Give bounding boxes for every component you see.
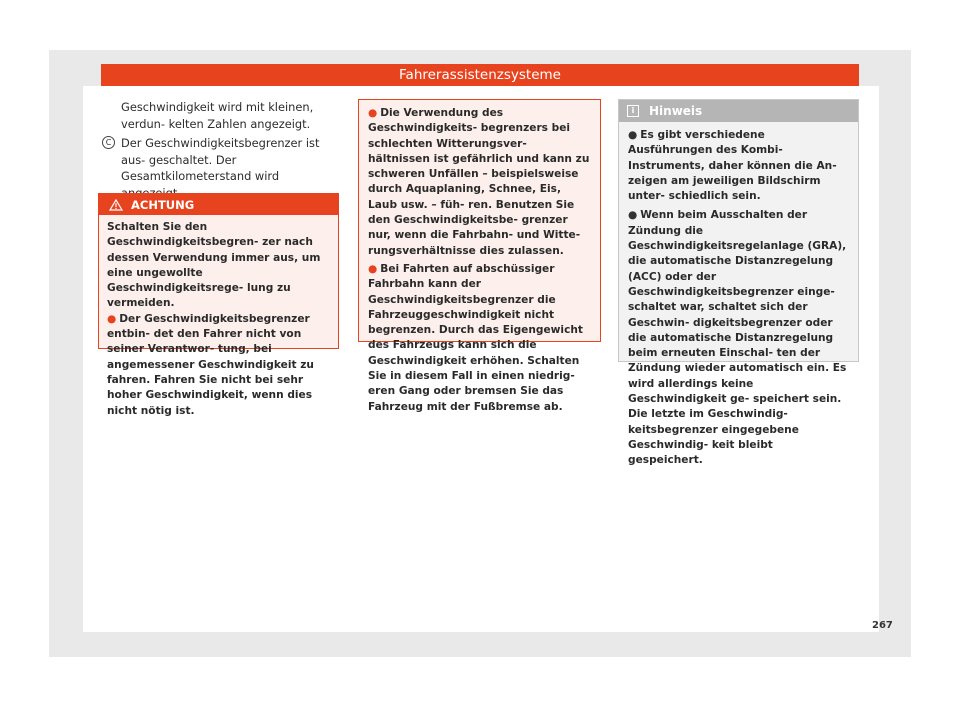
chapter-header	[101, 64, 859, 86]
paragraph-continuation: Geschwindigkeit wird mit kleinen, verdun- kelten Zahlen angezeigt.	[121, 100, 314, 131]
marker-c-icon: C	[102, 136, 115, 149]
note-bullet-2	[628, 208, 849, 468]
chapter-title: Fahrerassistenzsysteme	[399, 67, 561, 83]
bullet-icon: ●	[107, 312, 117, 325]
bullet-icon: ●	[368, 107, 378, 119]
note-bullet-1-text: Es gibt verschiedene Ausführungen des Kombi-Instruments, daher können die An- zeigen am jeweiligen Bildschirm unter- schiedlich sein.	[628, 129, 837, 203]
note-body	[619, 122, 858, 469]
warning-header	[99, 194, 338, 215]
marker-c-item	[102, 135, 340, 201]
warning-box	[98, 193, 339, 417]
warning-continuation-box	[358, 99, 601, 413]
warning2-bullet-1-text: Die Verwendung des Geschwindigkeits- begrenzers bei schlechten Witterungsver- hältnissen ist gefährlich und kann zu schweren Unfällen – beispielsweise durch Aquaplaning, Schnee, Eis, Laub usw. – füh- ren. Benutzen Sie den Geschwindigkeitsbe- grenzer nur, wenn die Fahrbahn- und Witte- rungsverhältnisse dies zulassen.	[368, 107, 590, 257]
warning-triangle-icon	[109, 199, 123, 211]
warning2-bullet-2-text: Bei Fahrten auf abschüssiger Fahrbahn kann der Geschwindigkeitsbegrenzer die Fahrzeuggeschwindigkeit nicht begrenzen. Durch das Eigengewicht des Fahrzeugs kann sich die Geschwindigkeit erhöhen. Schalten Sie in diesem Fall in einen niedrig- eren Gang oder bremsen Sie das Fahrzeug mit der Fußbremse ab.	[368, 262, 583, 413]
warning2-bullet-2	[368, 262, 591, 415]
bullet-icon: ●	[628, 129, 638, 141]
warning-bullet-text: Der Geschwindigkeitsbegrenzer entbin- det den Fahrer nicht von seiner Verantwor- tung, bei angemessener Geschwindigkeit zu fahren. Fahren Sie nicht bei sehr hoher Geschwindigkeit, wenn dies nicht nötig ist.	[107, 312, 314, 417]
warning-body	[99, 215, 338, 419]
warning-intro: Schalten Sie den Geschwindigkeitsbegren- zer nach dessen Verwendung immer aus, um eine ungewollte Geschwindigkeitsrege- lung zu vermeiden.	[107, 221, 321, 310]
bullet-icon: ●	[368, 262, 378, 275]
bullet-icon: ●	[628, 209, 638, 222]
marker-c-text: Der Geschwindigkeitsbegrenzer ist aus- geschaltet. Der Gesamtkilometerstand wird	[121, 136, 320, 184]
page-number: 267	[872, 620, 893, 631]
note-title: Hinweis	[649, 104, 703, 118]
warning-title: ACHTUNG	[131, 197, 195, 212]
info-icon: i	[627, 105, 639, 117]
note-header	[619, 100, 858, 122]
warning2-bullet-1	[368, 106, 591, 259]
note-box	[618, 99, 859, 467]
note-bullet-1	[628, 128, 849, 204]
warning-bullet	[107, 312, 330, 419]
body-text-column	[102, 99, 340, 202]
note-bullet-2-text: Wenn beim Ausschalten der Zündung die Geschwindigkeitsregelanlage (GRA), die automatische Distanzregelung (ACC) oder der Geschwindigkeitsbegrenzer einge- schaltet war, schaltet sich der Geschwin- digkeitsbegrenzer oder die automatische Distanzregelung beim erneuten Einschal- ten der Zündung wieder automatisch ein. Es wird allerdings keine Geschwindigkeit ge- speichert sein. Die letzte im Geschwindig- keitsbegrenzer eingegebene Geschwindig- keit bleibt gespeichert.	[628, 209, 847, 467]
